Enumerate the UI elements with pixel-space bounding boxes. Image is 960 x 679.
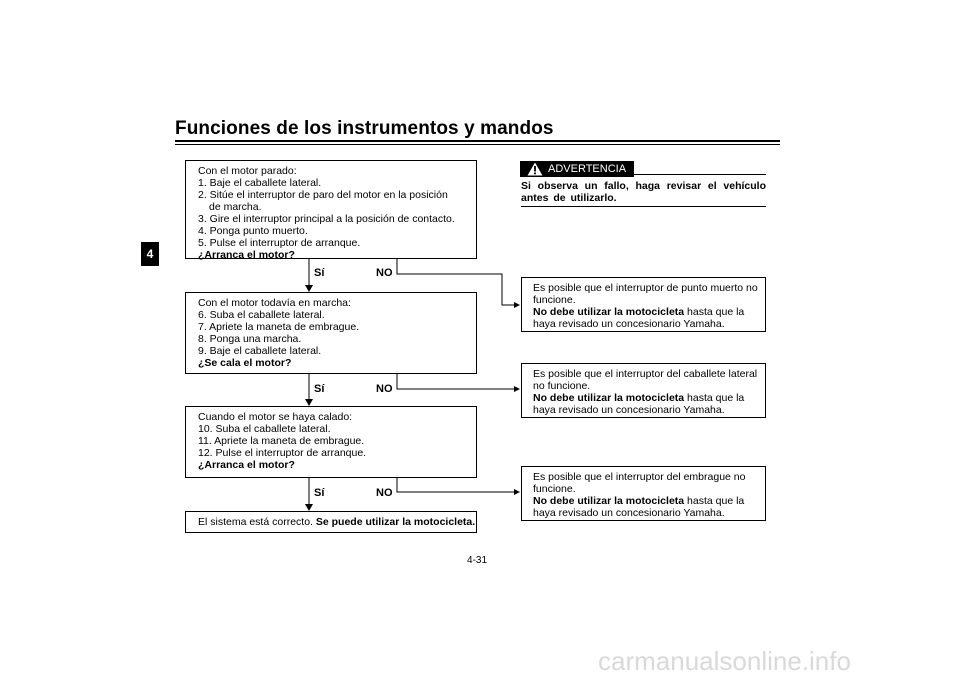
step3-line: 11. Apriete la maneta de embrague. — [198, 435, 365, 447]
fault-bold: No debe utilizar la motocicleta — [533, 392, 685, 404]
step2-line: 8. Ponga una marcha. — [198, 333, 302, 345]
step3-question: ¿Arranca el motor? — [198, 459, 295, 471]
step2-line: 7. Apriete la maneta de embrague. — [198, 321, 360, 333]
warning-label — [520, 161, 634, 177]
step3-line: 12. Pulse el interruptor de arranque. — [198, 447, 367, 459]
fault-line: no funcione. — [533, 380, 591, 392]
yes-label: Sí — [314, 383, 325, 395]
warning-triangle-icon — [527, 162, 543, 176]
no-label: NO — [376, 487, 393, 499]
fault-line: haya revisado un concesionario Yamaha. — [533, 318, 725, 330]
fault-rest: hasta que la — [684, 495, 745, 507]
page-title: Funciones de los instrumentos y mandos — [175, 118, 554, 139]
step1-line: 2. Sitúe el interruptor de paro del motor en la posición — [198, 189, 448, 201]
fault-line: funcione. — [533, 294, 576, 306]
flow-result-ok — [185, 511, 477, 533]
fault-line: Es posible que el interruptor de punto muerto no — [533, 282, 758, 294]
step1-line: 5. Pulse el interruptor de arranque. — [198, 237, 361, 249]
fault-box-clutch — [521, 466, 766, 521]
step1-line: Con el motor parado: — [198, 165, 297, 177]
step2-question: ¿Se cala el motor? — [198, 357, 292, 369]
step2-line: 9. Baje el caballete lateral. — [198, 345, 322, 357]
step1-question: ¿Arranca el motor? — [198, 249, 295, 261]
warning-rule-top — [634, 174, 766, 175]
flow-step-2 — [185, 292, 477, 374]
warning-label-text: ADVERTENCIA — [548, 163, 627, 175]
result-text: El sistema está correcto. — [198, 516, 316, 528]
fault-line: haya revisado un concesionario Yamaha. — [533, 404, 725, 416]
yes-label: Sí — [314, 267, 325, 279]
fault-bold: No debe utilizar la motocicleta — [533, 306, 685, 318]
fault-box-sidestand — [521, 363, 766, 418]
step3-line: Cuando el motor se haya calado: — [198, 411, 353, 423]
no-label: NO — [376, 267, 393, 279]
step1-line: de marcha. — [209, 201, 262, 213]
step1-line: 4. Ponga punto muerto. — [198, 225, 308, 237]
fault-line: haya revisado un concesionario Yamaha. — [533, 507, 725, 519]
step1-line: 3. Gire el interruptor principal a la posición de contacto. — [198, 213, 455, 225]
fault-rest: hasta que la — [684, 306, 745, 318]
fault-line: Es posible que el interruptor del caballete lateral — [533, 368, 758, 380]
fault-rest: hasta que la — [684, 392, 745, 404]
fault-line: Es posible que el interruptor del embrague no — [533, 471, 746, 483]
page-number: 4-31 — [467, 555, 488, 566]
step2-line: 6. Suba el caballete lateral. — [198, 309, 325, 321]
chapter-tab: 4 — [141, 242, 159, 266]
step3-line: 10. Suba el caballete lateral. — [198, 423, 331, 435]
warning-rule-bottom — [521, 206, 766, 207]
fault-line: funcione. — [533, 483, 576, 495]
step2-line: Con el motor todavía en marcha: — [198, 297, 351, 309]
fault-bold: No debe utilizar la motocicleta — [533, 495, 685, 507]
result-bold: Se puede utilizar la motocicleta. — [315, 516, 476, 528]
yes-label: Sí — [314, 487, 325, 499]
no-label: NO — [376, 383, 393, 395]
fault-box-neutral — [521, 277, 766, 332]
flow-step-1 — [185, 160, 477, 259]
warning-text: Si observa un fallo, haga revisar el vehículo antes de utilizarlo. — [521, 180, 766, 204]
footer-watermark[interactable]: carmanualsonline.info — [598, 646, 851, 676]
step1-line: 1. Baje el caballete lateral. — [198, 177, 322, 189]
flow-step-3 — [185, 406, 477, 478]
